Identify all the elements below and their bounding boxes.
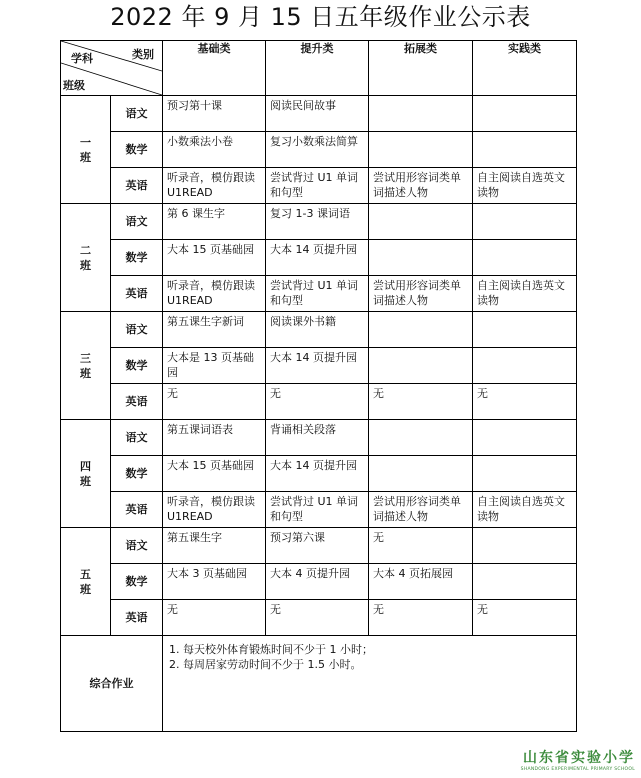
table-row [61, 456, 577, 492]
logo-school-english: SHANDONG EXPERIMENTAL PRIMARY SCHOOL [520, 767, 635, 772]
table-row [61, 96, 577, 132]
homework-cell-basic: 听录音，模仿跟读 U1READ [163, 168, 266, 204]
homework-cell-advanced: 无 [266, 600, 369, 636]
class-name-cell [61, 312, 111, 420]
homework-cell-extension [369, 240, 473, 276]
subject-cell: 语文 [111, 528, 163, 564]
column-header-advanced: 提升类 [266, 41, 369, 96]
homework-cell-extension: 无 [369, 600, 473, 636]
homework-cell-advanced: 尝试背过 U1 单词和句型 [266, 168, 369, 204]
table-row [61, 240, 577, 276]
homework-cell-extension: 大本 4 页拓展园 [369, 564, 473, 600]
homework-cell-basic: 第五课生字新词 [163, 312, 266, 348]
subject-cell: 数学 [111, 132, 163, 168]
homework-cell-practice [473, 456, 577, 492]
diagonal-header-cell [61, 41, 163, 96]
page-title: 2022 年 9 月 15 日五年级作业公示表 [110, 3, 531, 31]
homework-cell-basic: 听录音，模仿跟读 U1READ [163, 492, 266, 528]
homework-cell-extension [369, 456, 473, 492]
homework-cell-extension: 无 [369, 528, 473, 564]
table-row [61, 564, 577, 600]
class-name: 五 班 [80, 567, 91, 596]
column-header-practice: 实践类 [473, 41, 577, 96]
homework-cell-practice [473, 132, 577, 168]
header-category-label: 类别 [132, 48, 154, 61]
homework-cell-basic: 大本是 13 页基础园 [163, 348, 266, 384]
homework-cell-advanced: 大本 14 页提升园 [266, 348, 369, 384]
class-name-cell [61, 528, 111, 636]
table-row [61, 528, 577, 564]
class-name: 二 班 [80, 243, 91, 272]
logo-school-name: 山东省实验小学 [523, 750, 635, 766]
homework-table [60, 40, 577, 732]
homework-cell-advanced: 尝试背过 U1 单词和句型 [266, 492, 369, 528]
subject-cell: 语文 [111, 96, 163, 132]
homework-cell-practice: 自主阅读自选英文读物 [473, 168, 577, 204]
homework-cell-extension: 尝试用形容词类单词描述人物 [369, 168, 473, 204]
homework-cell-practice [473, 240, 577, 276]
table-row [61, 276, 577, 312]
homework-cell-extension: 无 [369, 384, 473, 420]
table-row [61, 600, 577, 636]
homework-cell-practice [473, 96, 577, 132]
table-row [61, 204, 577, 240]
homework-cell-practice [473, 528, 577, 564]
homework-cell-extension: 尝试用形容词类单词描述人物 [369, 276, 473, 312]
comprehensive-row [61, 636, 577, 732]
homework-cell-basic: 小数乘法小卷 [163, 132, 266, 168]
subject-cell: 数学 [111, 348, 163, 384]
column-header-basic: 基础类 [163, 41, 266, 96]
homework-cell-basic: 大本 15 页基础园 [163, 456, 266, 492]
subject-cell: 英语 [111, 600, 163, 636]
homework-cell-practice: 自主阅读自选英文读物 [473, 276, 577, 312]
homework-cell-extension [369, 312, 473, 348]
homework-cell-practice [473, 420, 577, 456]
homework-cell-practice: 无 [473, 600, 577, 636]
table-row [61, 132, 577, 168]
class-name: 四 班 [80, 459, 91, 488]
homework-cell-advanced: 尝试背过 U1 单词和句型 [266, 276, 369, 312]
header-row [61, 41, 577, 96]
homework-cell-advanced: 阅读民间故事 [266, 96, 369, 132]
subject-cell: 英语 [111, 276, 163, 312]
subject-cell: 数学 [111, 240, 163, 276]
homework-cell-advanced: 大本 14 页提升园 [266, 240, 369, 276]
comprehensive-item: 2. 每周居家劳动时间不少于 1.5 小时。 [169, 658, 362, 671]
homework-cell-basic: 无 [163, 384, 266, 420]
class-name-cell [61, 204, 111, 312]
homework-cell-advanced: 大本 14 页提升园 [266, 456, 369, 492]
homework-cell-extension: 尝试用形容词类单词描述人物 [369, 492, 473, 528]
homework-cell-advanced: 复习 1-3 课词语 [266, 204, 369, 240]
homework-cell-basic: 大本 15 页基础园 [163, 240, 266, 276]
homework-cell-advanced: 无 [266, 384, 369, 420]
homework-cell-practice: 自主阅读自选英文读物 [473, 492, 577, 528]
homework-cell-extension [369, 96, 473, 132]
header-subject-label: 学科 [71, 52, 93, 65]
class-name: 三 班 [80, 351, 91, 380]
homework-cell-advanced: 复习小数乘法简算 [266, 132, 369, 168]
homework-cell-basic: 无 [163, 600, 266, 636]
comprehensive-item: 1. 每天校外体育锻炼时间不少于 1 小时； [169, 643, 373, 656]
homework-cell-advanced: 预习第六课 [266, 528, 369, 564]
table-row [61, 384, 577, 420]
homework-cell-practice [473, 312, 577, 348]
subject-cell: 数学 [111, 564, 163, 600]
subject-cell: 英语 [111, 492, 163, 528]
class-name-cell [61, 420, 111, 528]
subject-cell: 语文 [111, 312, 163, 348]
subject-cell: 英语 [111, 384, 163, 420]
subject-cell: 语文 [111, 420, 163, 456]
table-row [61, 492, 577, 528]
homework-cell-practice [473, 204, 577, 240]
school-logo [521, 747, 635, 772]
table-row [61, 348, 577, 384]
homework-cell-advanced: 阅读课外书籍 [266, 312, 369, 348]
header-class-label: 班级 [63, 79, 85, 92]
homework-cell-practice [473, 348, 577, 384]
homework-cell-basic: 第 6 课生字 [163, 204, 266, 240]
homework-cell-extension [369, 204, 473, 240]
homework-cell-basic: 第五课生字 [163, 528, 266, 564]
homework-cell-advanced: 大本 4 页提升园 [266, 564, 369, 600]
homework-cell-practice [473, 564, 577, 600]
subject-cell: 英语 [111, 168, 163, 204]
homework-cell-extension [369, 420, 473, 456]
comprehensive-label: 综合作业 [61, 636, 163, 732]
homework-cell-basic: 听录音，模仿跟读 U1READ [163, 276, 266, 312]
homework-cell-basic: 大本 3 页基础园 [163, 564, 266, 600]
comprehensive-items [163, 636, 577, 732]
subject-cell: 数学 [111, 456, 163, 492]
homework-cell-extension [369, 348, 473, 384]
homework-cell-extension [369, 132, 473, 168]
column-header-extension: 拓展类 [369, 41, 473, 96]
homework-cell-basic: 第五课词语表 [163, 420, 266, 456]
table-row [61, 420, 577, 456]
class-name-cell [61, 96, 111, 204]
subject-cell: 语文 [111, 204, 163, 240]
class-name: 一 班 [80, 135, 91, 164]
homework-cell-practice: 无 [473, 384, 577, 420]
homework-cell-basic: 预习第十课 [163, 96, 266, 132]
homework-cell-advanced: 背诵相关段落 [266, 420, 369, 456]
table-row [61, 312, 577, 348]
table-row [61, 168, 577, 204]
